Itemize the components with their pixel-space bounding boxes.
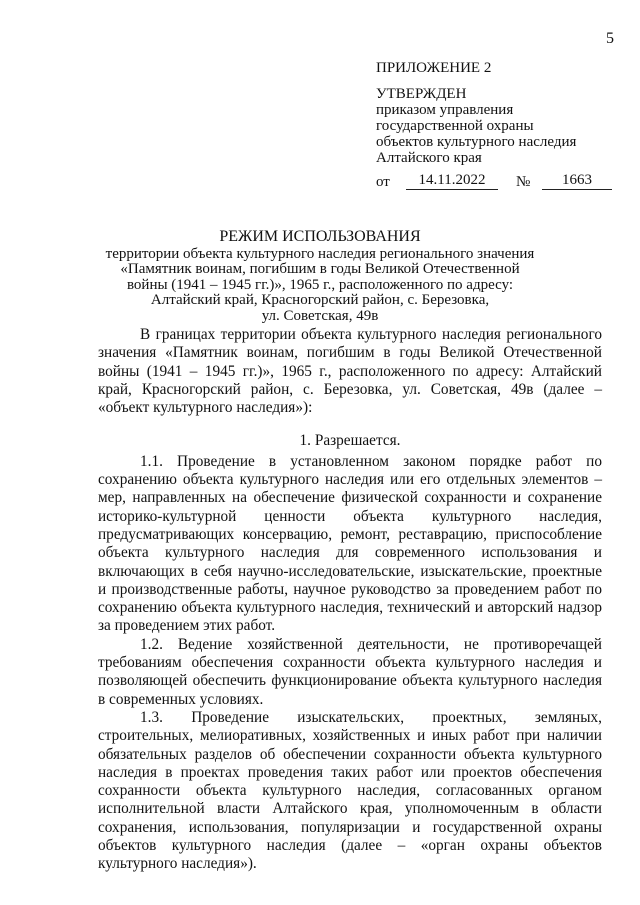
number-label: № [516, 174, 531, 190]
heading-line: территории объекта культурного наследия регионального значения [105, 245, 535, 262]
order-date-row [376, 172, 616, 190]
section-heading: 1. Разрешается. [299, 432, 401, 450]
heading-line: «Памятник воинам, погибшим в годы Великой Отечественной [120, 261, 520, 277]
heading-line: ул. Советская, 49в [261, 307, 379, 324]
document-body [98, 326, 602, 874]
order-line: государственной охраны [376, 118, 534, 134]
heading-line: войны (1941 – 1945 гг.)», 1965 г., расположенного по адресу: [126, 276, 514, 293]
order-number: 1663 [542, 172, 612, 190]
intro-paragraph: В границах территории объекта культурного наследия регионального значения «Памятник воинам, погибшим в годы Великой Отечественной войны (1941 – 1945 гг.)», 1965 г., расположенного по адресу: Алтайский край, Красногорский район, с. Березовка, ул. Советская, 49в (далее – «объект культурного наследия»): [98, 326, 602, 417]
heading-line: Алтайский край, Красногорский район, с. Березовка, [150, 292, 490, 308]
approved-label: УТВЕРЖДЕН [376, 86, 467, 102]
appendix-label: ПРИЛОЖЕНИЕ 2 [376, 60, 492, 76]
item-paragraph: 1.3. Проведение изыскательских, проектных, земляных, строительных, мелиоративных, хозяйственных и иных работ при наличии обязательных разделов об обеспечении сохранности объекта культурного наследия в проектах проведения таких работ или проектов обеспечения сохранности объекта культурного наследия, согласованных органом исполнительной власти Алтайского края, уполномоченным в области сохранения, использования, популяризации и государственной охраны объектов культурного наследия (далее – «орган охраны объектов культурного наследия»). [98, 708, 602, 873]
order-line: Алтайского края [376, 150, 482, 166]
order-line: объектов культурного наследия [376, 134, 577, 150]
item-paragraph: 1.1. Проведение в установленном законом порядке работ по сохранению объекта культурного наследия или его отдельных элементов – мер, направленных на обеспечение физической сохранности и сохранение историко-культурной ценности объекта культурного наследия, предусматривающих консервацию, ремонт, реставрацию, приспособление объекта культурного наследия для современного использования и включающих в себя научно-исследовательские, изыскательские, проектные и производственные работы, научное руководство за проведением работ по сохранению объекта культурного наследия, технический и авторский надзор за проведением этих работ. [98, 452, 602, 635]
date-label: от [376, 174, 390, 190]
document-title: РЕЖИМ ИСПОЛЬЗОВАНИЯ [219, 228, 421, 245]
approval-block [376, 60, 616, 190]
document-heading [60, 229, 580, 324]
item-paragraph: 1.2. Ведение хозяйственной деятельности, не противоречащей требованиям обеспечения сохранности объекта культурного наследия и позволяющей обеспечить функционирование объекта культурного наследия в современных условиях. [98, 635, 602, 708]
order-date: 14.11.2022 [406, 172, 498, 190]
order-line: приказом управления [376, 102, 514, 118]
page-number: 5 [606, 30, 614, 47]
